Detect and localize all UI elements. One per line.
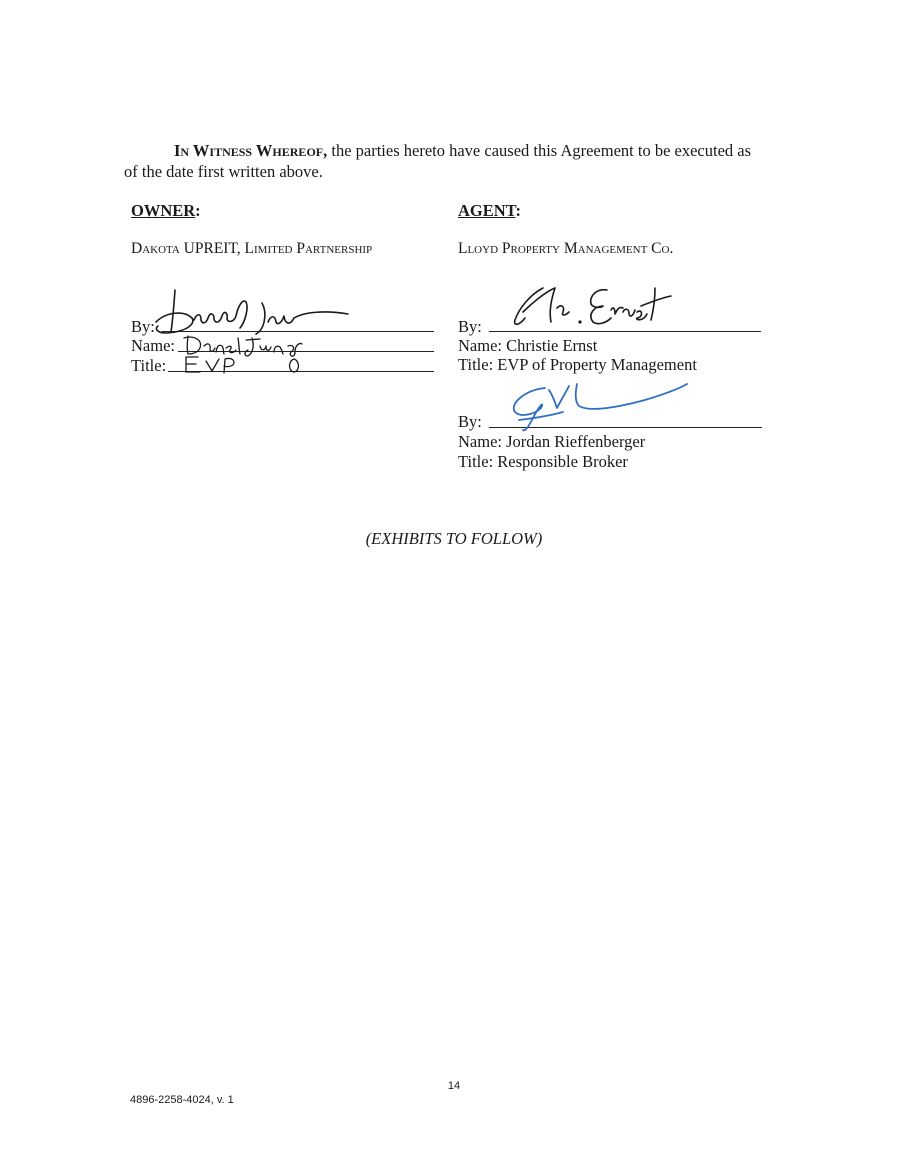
agent-signer1-title: Title: EVP of Property Management [458,355,697,374]
doc-id: 4896-2258-4024, v. 1 [130,1094,234,1106]
intro-line-2: of the date first written above. [124,162,323,181]
agent-signer1-signature [505,282,675,332]
intro-line-1 [174,140,751,161]
owner-title-label: Title: [131,356,167,375]
agent-signer2-title: Title: Responsible Broker [458,452,628,471]
agent-signer2-signature [505,378,690,434]
owner-entity: Dakota UPREIT, Limited Partnership [131,240,373,257]
owner-handwritten-title [184,353,314,375]
agent-signer2-by-label: By: [458,412,482,431]
intro-text: the parties hereto have caused this Agreement to be executed as [331,141,752,160]
exhibits-note: (EXHIBITS TO FOLLOW) [365,529,543,548]
witness-lead: In Witness Whereof, [174,141,328,160]
agent-heading: AGENT: [458,201,521,220]
agent-signer1-by-label: By: [458,317,482,336]
agent-signer2-name: Name: Jordan Rieffenberger [458,432,646,451]
owner-heading: OWNER: [131,201,201,220]
owner-by-label: By: [131,317,155,336]
owner-name-label: Name: [131,336,175,355]
agent-signer1-name: Name: Christie Ernst [458,336,598,355]
agent-entity: Lloyd Property Management Co. [458,240,674,257]
page-number: 14 [447,1080,461,1092]
